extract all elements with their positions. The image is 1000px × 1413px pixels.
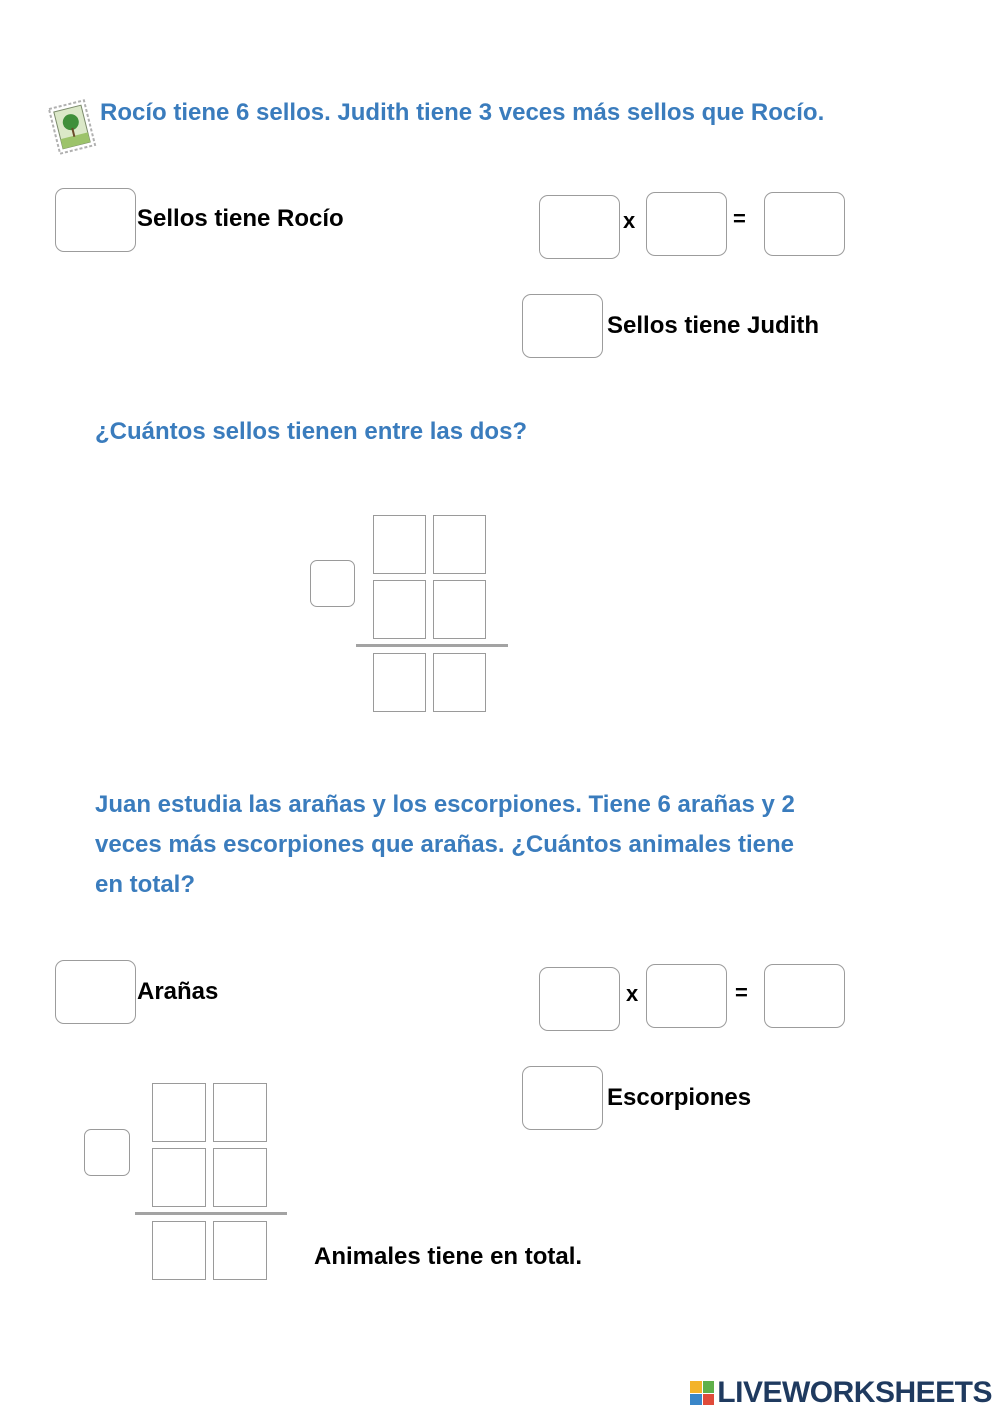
multiplicand-input-2[interactable] — [539, 967, 620, 1031]
addend1-units-input-1[interactable] — [433, 515, 486, 574]
sum-line-1 — [356, 644, 508, 647]
spiders-label: Arañas — [137, 978, 219, 1005]
problem1-question: Rocío tiene 6 sellos. Judith tiene 3 veces más sellos que Rocío. — [100, 99, 825, 126]
addend1-units-input-2[interactable] — [213, 1083, 267, 1142]
liveworksheets-logo-icon — [690, 1381, 714, 1405]
addend2-units-input-2[interactable] — [213, 1148, 267, 1207]
addend2-tens-input-1[interactable] — [373, 580, 426, 639]
equals-symbol-2: = — [735, 980, 748, 1005]
judith-stamps-input[interactable] — [522, 294, 603, 358]
rocio-stamps-label: Sellos tiene Rocío — [137, 205, 344, 232]
sum-tens-input-2[interactable] — [152, 1221, 206, 1280]
addend2-tens-input-2[interactable] — [152, 1148, 206, 1207]
problem2-question-line3: en total? — [95, 871, 195, 898]
problem2-question-line2: veces más escorpiones que arañas. ¿Cuántos animales tiene — [95, 831, 794, 858]
total-animals-label: Animales tiene en total. — [314, 1243, 583, 1270]
problem2-question-line1: Juan estudia las arañas y los escorpiones. Tiene 6 arañas y 2 — [95, 791, 795, 818]
problem1-question2: ¿Cuántos sellos tienen entre las dos? — [95, 418, 528, 445]
operation-sign-input-2[interactable] — [84, 1129, 130, 1176]
times-symbol-2: x — [626, 981, 639, 1006]
product-input-1[interactable] — [764, 192, 845, 256]
operation-sign-input-1[interactable] — [310, 560, 355, 607]
sum-line-2 — [135, 1212, 287, 1215]
multiplier-input-2[interactable] — [646, 964, 727, 1028]
sum-tens-input-1[interactable] — [373, 653, 426, 712]
addend1-tens-input-1[interactable] — [373, 515, 426, 574]
product-input-2[interactable] — [764, 964, 845, 1028]
addend1-tens-input-2[interactable] — [152, 1083, 206, 1142]
times-symbol-1: x — [623, 208, 636, 233]
brand-text: LIVEWORKSHEETS — [717, 1376, 992, 1409]
scorpions-input[interactable] — [522, 1066, 603, 1130]
stamp-icon — [46, 98, 98, 156]
liveworksheets-brand[interactable] — [690, 1376, 992, 1410]
sum-units-input-2[interactable] — [213, 1221, 267, 1280]
addend2-units-input-1[interactable] — [433, 580, 486, 639]
scorpions-label: Escorpiones — [607, 1084, 752, 1111]
equals-symbol-1: = — [733, 206, 746, 231]
multiplicand-input-1[interactable] — [539, 195, 620, 259]
spiders-input[interactable] — [55, 960, 136, 1024]
judith-stamps-label: Sellos tiene Judith — [607, 312, 820, 339]
sum-units-input-1[interactable] — [433, 653, 486, 712]
multiplier-input-1[interactable] — [646, 192, 727, 256]
rocio-stamps-input[interactable] — [55, 188, 136, 252]
